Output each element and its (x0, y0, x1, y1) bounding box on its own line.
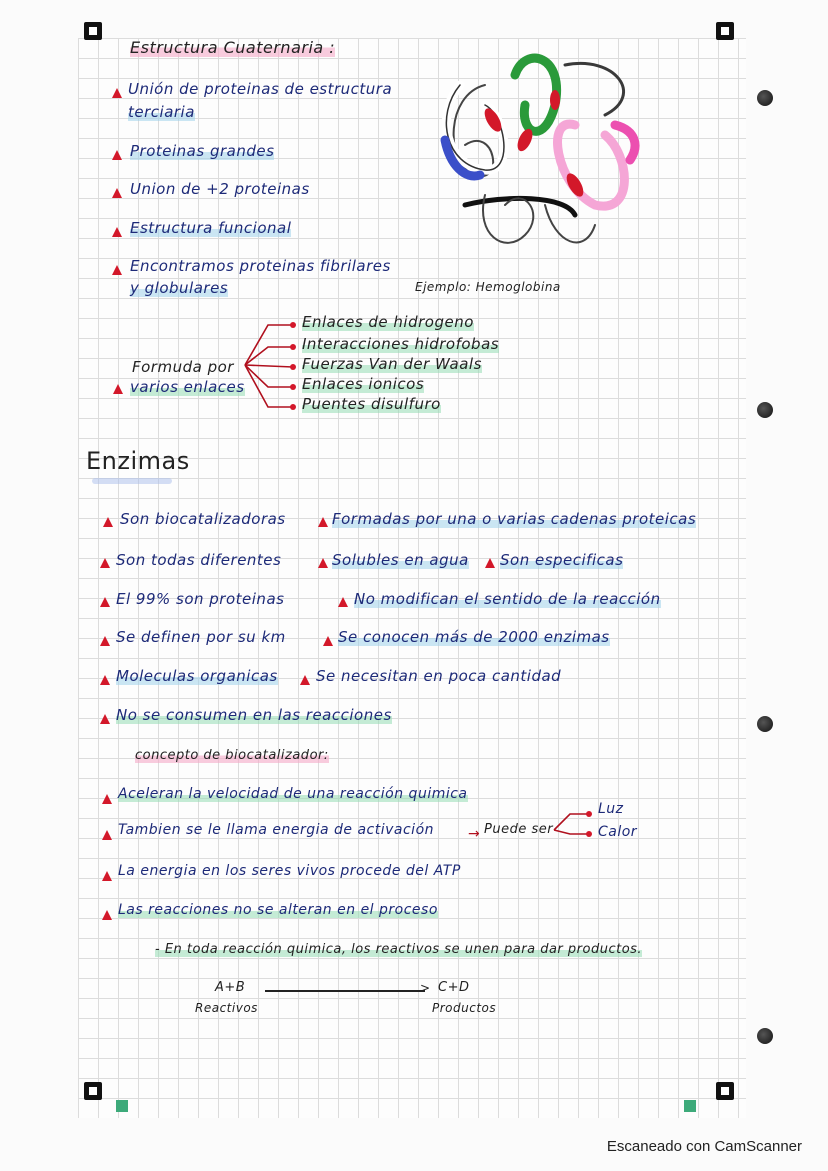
scan-corner-marker (84, 22, 102, 40)
bullet-triangle-icon (338, 597, 348, 607)
bullet-triangle-icon (485, 558, 495, 568)
products-label: Productos (432, 1001, 497, 1015)
concept-bullet: Aceleran la velocidad de una reacción quimica (118, 786, 468, 802)
arrow-right-icon: → (468, 826, 480, 842)
arrow-dot-icon (290, 404, 296, 410)
punch-hole (757, 1028, 773, 1044)
bullet-triangle-icon (100, 597, 110, 607)
hemoglobin-illustration (425, 45, 650, 265)
scan-corner-marker (716, 22, 734, 40)
green-marker (684, 1100, 696, 1112)
title-underline (92, 478, 172, 484)
reactants-label: Reactivos (195, 1001, 258, 1015)
bullet-text: y globulares (130, 279, 229, 297)
option-heat: Calor (598, 824, 638, 840)
bond-item: Fuerzas Van der Waals (302, 355, 482, 373)
bullet-triangle-icon (102, 794, 112, 804)
bullet-triangle-icon (300, 675, 310, 685)
example-label: Ejemplo: Hemoglobina (415, 280, 561, 294)
concept-bullet: La energia en los seres vivos procede del ATP (118, 863, 461, 879)
bullet-text: terciaria (128, 103, 195, 121)
bond-item: Interacciones hidrofobas (302, 335, 500, 353)
green-marker (116, 1100, 128, 1112)
bullet-triangle-icon (323, 636, 333, 646)
bullet-triangle-icon (318, 558, 328, 568)
reaction-note: - En toda reacción quimica, los reactivos se unen para dar productos. (155, 942, 643, 957)
bullet-triangle-icon (318, 517, 328, 527)
punch-hole (757, 90, 773, 106)
section-title-quaternary: Estructura Cuaternaria : (130, 38, 336, 57)
bond-item: Enlaces ionicos (302, 375, 425, 393)
bullet-triangle-icon (100, 636, 110, 646)
bullet-text: Union de +2 proteinas (130, 180, 310, 198)
enzyme-fact: Son especificas (500, 551, 624, 569)
punch-hole (757, 402, 773, 418)
bullet-triangle-icon (112, 150, 122, 160)
arrow-dot-icon (290, 364, 296, 370)
enzyme-fact: Solubles en agua (332, 551, 469, 569)
enzyme-fact: Son biocatalizadoras (120, 510, 286, 528)
equation-reactants: A+B (215, 980, 246, 995)
enzyme-fact: Formadas por una o varias cadenas proteicas (332, 510, 697, 528)
equation-products: C+D (438, 980, 470, 995)
subtitle-concept: concepto de biocatalizador: (135, 748, 329, 763)
bullet-triangle-icon (100, 675, 110, 685)
arrow-dot-icon (290, 322, 296, 328)
enzyme-fact: No modifican el sentido de la reacción (354, 590, 661, 608)
bullet-text: Estructura funcional (130, 219, 292, 237)
bullet-triangle-icon (113, 384, 123, 394)
enzyme-fact: Se necesitan en poca cantidad (316, 667, 562, 685)
bullet-triangle-icon (112, 88, 122, 98)
arrow-head-icon: > (420, 981, 431, 995)
concept-bullet: Las reacciones no se alteran en el proceso (118, 902, 438, 918)
bullet-triangle-icon (102, 830, 112, 840)
bullet-triangle-icon (112, 227, 122, 237)
bullet-triangle-icon (100, 714, 110, 724)
arrow-dot-icon (290, 384, 296, 390)
bullet-triangle-icon (103, 517, 113, 527)
can-be-label: Puede ser (484, 822, 554, 837)
enzyme-fact: Moleculas organicas (116, 667, 278, 685)
bullet-text: Encontramos proteinas fibrilares (130, 257, 391, 275)
enzyme-fact: Se definen por su km (116, 628, 286, 646)
section-title-enzymes: Enzimas (86, 447, 190, 475)
bullet-text: Unión de proteinas de estructura (128, 80, 393, 98)
reaction-arrow-icon (265, 990, 425, 992)
bullet-triangle-icon (112, 265, 122, 275)
scan-corner-marker (716, 1082, 734, 1100)
bullet-text: Proteinas grandes (130, 142, 275, 160)
arrow-dot-icon (586, 831, 592, 837)
bond-item: Puentes disulfuro (302, 395, 441, 413)
bullet-triangle-icon (102, 871, 112, 881)
bond-item: Enlaces de hidrogeno (302, 313, 474, 331)
enzyme-fact: Son todas diferentes (116, 551, 282, 569)
bullet-triangle-icon (100, 558, 110, 568)
punch-hole (757, 716, 773, 732)
concept-bullet: Tambien se le llama energia de activación (118, 822, 435, 838)
arrow-dot-icon (290, 344, 296, 350)
bullet-triangle-icon (112, 188, 122, 198)
enzyme-fact: No se consumen en las reacciones (116, 706, 392, 724)
arrow-dot-icon (586, 811, 592, 817)
scanner-watermark: Escaneado con CamScanner (606, 1138, 802, 1155)
formed-by-label: Formuda por (132, 358, 234, 376)
scan-corner-marker (84, 1082, 102, 1100)
option-light: Luz (598, 801, 624, 817)
formed-by-label: varios enlaces (130, 378, 245, 396)
bullet-triangle-icon (102, 910, 112, 920)
enzyme-fact: Se conocen más de 2000 enzimas (338, 628, 610, 646)
enzyme-fact: El 99% son proteinas (116, 590, 285, 608)
